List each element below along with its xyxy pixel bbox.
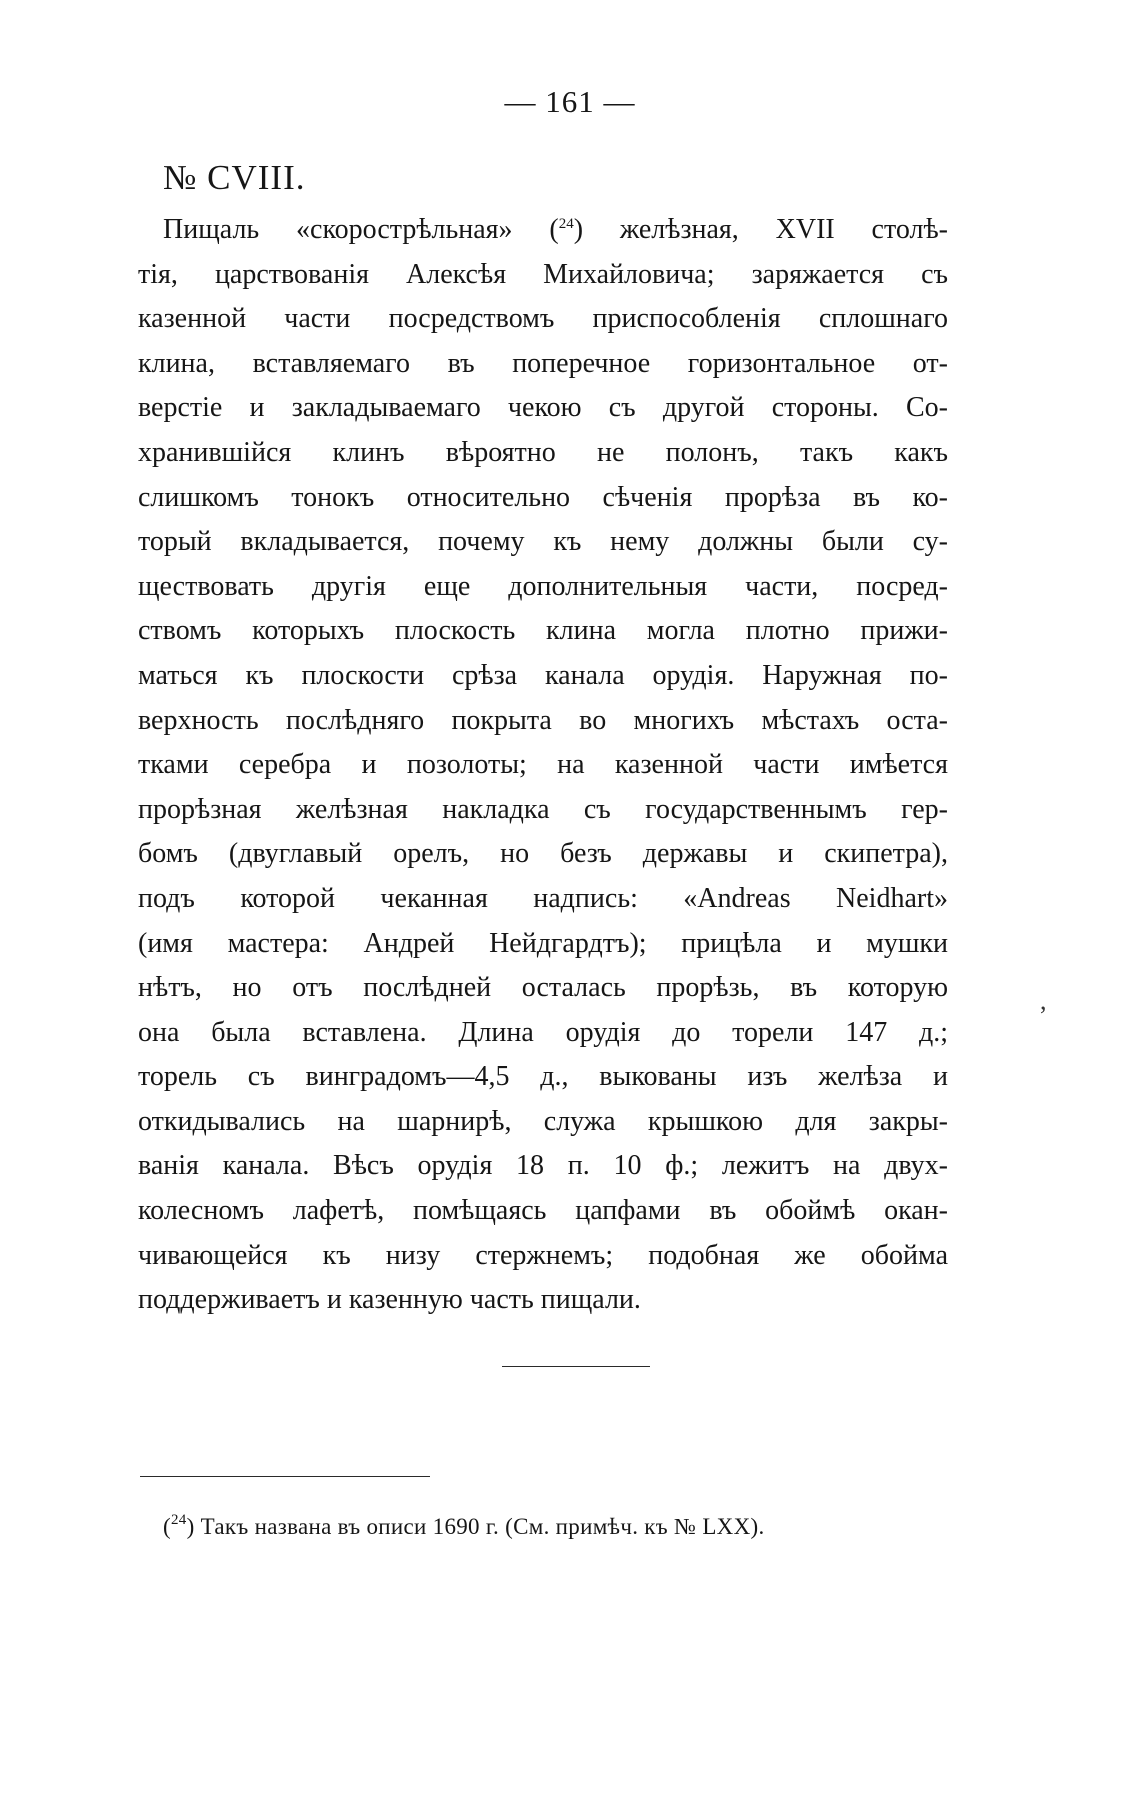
body-line bbox=[138, 520, 948, 565]
body-line-text: тія, царствованія Алексѣя Михайловича; заряжается съ bbox=[138, 258, 948, 290]
body-line-text: ществовать другія еще дополнительныя части, посред- bbox=[138, 570, 948, 602]
body-line bbox=[138, 966, 948, 1011]
body-line-text: клина, вставляемаго въ поперечное горизонтальное от- bbox=[138, 347, 948, 379]
body-line-text: она была вставлена. Длина орудія до торели 147 д.; bbox=[138, 1016, 948, 1048]
body-line-text: торый вкладывается, почему къ нему должны были су- bbox=[138, 526, 948, 558]
body-line bbox=[138, 1144, 948, 1189]
body-line-text: Пищаль «скорострѣльная» ( bbox=[163, 214, 559, 245]
section-heading: № CVIII. bbox=[163, 158, 306, 197]
body-line-text: подъ которой чеканная надпись: «Andreas Neidhart» bbox=[138, 882, 948, 914]
body-text bbox=[138, 208, 948, 1323]
body-line bbox=[138, 922, 948, 967]
body-line-text: хранившійся клинъ вѣроятно не полонъ, такъ какъ bbox=[138, 436, 948, 468]
body-line-text: тками серебра и позолоты; на казенной части имѣется bbox=[138, 749, 948, 781]
margin-mark: , bbox=[1040, 986, 1047, 1015]
body-line-text: ) желѣзная, XVII столѣ- bbox=[573, 214, 948, 245]
body-line bbox=[138, 1234, 948, 1279]
body-line-text: верстіе и закладываемаго чекою съ другой стороны. Со- bbox=[138, 392, 948, 424]
body-line-text: казенной части посредствомъ приспособленія сплошнаго bbox=[138, 303, 948, 335]
body-line-text: слишкомъ тонокъ относительно сѣченія прорѣза въ ко- bbox=[138, 481, 948, 513]
body-line bbox=[138, 431, 948, 476]
body-line bbox=[138, 877, 948, 922]
body-line-text: поддерживаетъ и казенную часть пищали. bbox=[138, 1284, 641, 1316]
body-line bbox=[138, 654, 948, 699]
body-line-text: торель съ винградомъ—4,5 д., выкованы изъ желѣза и bbox=[138, 1061, 948, 1093]
body-line bbox=[138, 1278, 948, 1323]
body-line bbox=[138, 1100, 948, 1145]
body-line bbox=[138, 743, 948, 788]
body-line-text: колесномъ лафетѣ, помѣщаясь цапфами въ обоймѣ окан- bbox=[138, 1195, 948, 1227]
body-line-text: ванія канала. Вѣсъ орудія 18 п. 10 ф.; лежитъ на двух- bbox=[138, 1150, 948, 1182]
body-line bbox=[138, 832, 948, 877]
footnote-reference: 24 bbox=[558, 216, 574, 232]
body-line bbox=[138, 1189, 948, 1234]
footnote-open-paren: ( bbox=[163, 1514, 171, 1539]
body-line-text: (имя мастера: Андрей Нейдгардтъ); прицѣла и мушки bbox=[138, 927, 948, 959]
body-line bbox=[138, 386, 948, 431]
footnote-text: ) Такъ названа въ описи 1690 г. (См. примѣч. къ № LXX). bbox=[186, 1514, 765, 1539]
body-line bbox=[138, 476, 948, 521]
body-line-text: верхность послѣдняго покрыта во многихъ мѣстахъ оста- bbox=[138, 704, 948, 736]
footnote-marker: 24 bbox=[170, 1512, 187, 1528]
body-line bbox=[138, 565, 948, 610]
footnote bbox=[163, 1514, 765, 1540]
body-line-text: нѣтъ, но отъ послѣдней осталась прорѣзь, въ которую bbox=[138, 972, 948, 1004]
body-line-text: маться къ плоскости срѣза канала орудія. Наружная по- bbox=[138, 659, 948, 691]
body-line bbox=[138, 1011, 948, 1056]
body-line bbox=[138, 699, 948, 744]
body-line-text: прорѣзная желѣзная накладка съ государственнымъ гер- bbox=[138, 793, 948, 825]
body-line bbox=[138, 788, 948, 833]
body-line bbox=[138, 208, 948, 253]
body-line-text: ствомъ которыхъ плоскость клина могла плотно прижи- bbox=[138, 615, 948, 647]
body-line-text: бомъ (двуглавый орелъ, но безъ державы и скипетра), bbox=[138, 838, 948, 870]
page-number: — 161 — bbox=[504, 84, 636, 119]
footnote-separator-rule bbox=[140, 1476, 430, 1477]
section-end-rule bbox=[502, 1366, 650, 1367]
body-line-text: откидывались на шарнирѣ, служа крышкою для закры- bbox=[138, 1105, 948, 1137]
body-line bbox=[138, 1055, 948, 1100]
body-line-text: чивающейся къ низу стержнемъ; подобная же обойма bbox=[138, 1239, 948, 1271]
body-line bbox=[138, 342, 948, 387]
body-line bbox=[138, 253, 948, 298]
body-line bbox=[138, 609, 948, 654]
body-line bbox=[138, 297, 948, 342]
